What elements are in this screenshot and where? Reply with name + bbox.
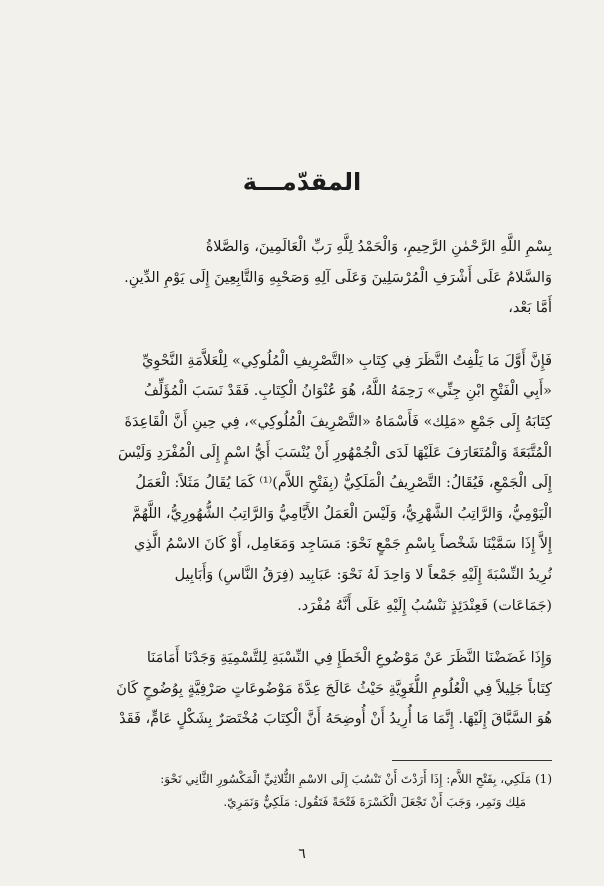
footnote-line: مَلِك وَنَمِر، وَجَبَ أَنْ تَجْعَلَ الْكَسْرَةَ فَتْحَةً فَتَقُول: مَلَكِيٌّ وَنَمَرِيّ.: [223, 795, 526, 809]
text-line: الْمُتَّبَعَةَ وَالْمُتَعَارَفَ عَلَيْهَا لَدَى الْجُمْهُورِ أَنْ يُنْسَبَ أَيُّ اسْمٍ إِلَى الْمُفْرَدِ وَلَيْسَ: [118, 444, 552, 461]
text-line: إِلَى الْجَمْعِ، فَيُقَالُ: التَّصْرِيفُ الْمَلَكِيُّ (بِفَتْحِ اللاَّم)⁽¹⁾ كَمَا يُقَالُ مَثَلاً: الْعَمَلُ: [135, 475, 552, 492]
text-line: كِتَاباً جَلِيلاً فِي الْعُلُومِ اللُّغَوِيَّةِ حَيْثُ عَالَجَ عِدَّةَ مَوْضُوعَاتٍ صَرْفِيَّةٍ بِوُضُوحٍ كَانَ: [116, 680, 552, 697]
text-line: هُوَ السَّبَّاقَ إِلَيْهَا. إِنَّمَا مَا أُرِيدُ أَنْ أُوضِحَهُ أَنَّ الْكِتَابَ مُخْتَصَرٌ بِشَكْلٍ عَامٍّ، فَقَدْ: [119, 711, 552, 728]
text-line: كِتَابَهُ إِلَى جَمْعِ «مَلِك» فَأَسْمَاهُ «التَّصْرِيفَ الْمُلُوكِي»، فِي حِينِ أَنَّ الْقَاعِدَةَ: [124, 413, 552, 430]
text-line: وَإِذَا غَضَضْنَا النَّظَرَ عَنْ مَوْضُوعِ الْخَطَإِ فِي النِّسْبَةِ لِلتَّسْمِيَةِ وَجَدْنَا أَمَامَنَا: [146, 650, 552, 667]
paragraph-2: [52, 346, 552, 621]
page-number: ٦: [298, 846, 306, 862]
text-line: فَإِنَّ أَوَّلَ مَا يَلْفِتُ النَّظَرَ فِي كِتَابِ «التَّصْرِيفِ الْمُلُوكِي» لِلْعَلاَّمَةِ النَّحْوِيِّ: [142, 352, 552, 369]
paragraph-1: [52, 232, 552, 324]
text-line: نُرِيدُ النِّسْبَةَ إِلَيْهِ جَمْعاً لا وَاحِدَ لَهُ نَحْوَ: عَبَابِيد (فِرَقُ النَّاسِ) وَأَبَابِيل: [174, 566, 552, 583]
text-line: بِسْمِ اللَّهِ الرَّحْمٰنِ الرَّحِيمِ، وَالْحَمْدُ لِلَّهِ رَبِّ الْعَالَمِينَ، وَالصَّلاةُ: [205, 239, 552, 255]
text-line: وَالسَّلامُ عَلَى أَشْرَفِ الْمُرْسَلِينَ وَعَلَى آلِهِ وَصَحْبِهِ وَالتَّابِعِينَ إِلَى يَوْمِ الدِّينِ.: [124, 269, 552, 286]
text-line: (جَمَاعَات) فَعِنْدَئِذٍ نَنْسُبُ إِلَيْهِ عَلَى أَنَّهُ مُفْرَد.: [297, 597, 552, 614]
text-line: أَمَّا بَعْد،: [508, 300, 552, 317]
footnote: [52, 768, 552, 814]
page-body: [52, 232, 552, 757]
text-line: «أَبِي الْفَتْحِ ابْنِ جِنِّي» رَحِمَهُ اللَّهُ، هُوَ عُنْوَانُ الْكِتَابِ. فَقَدْ نَسَبَ الْمُؤَلِّفُ: [143, 383, 552, 400]
chapter-title: المقدّمـــة: [242, 168, 362, 196]
footnote-line: (1) مَلَكِي، بِفَتْحِ اللاَّم: إِذَا أَرَدْتَ أَنْ تَنْسُبَ إِلَى الاسْمِ الثُّلاثِيِّ الْمَكْسُورِ الثَّانِي نَحْوَ:: [160, 772, 552, 786]
paragraph-3: [52, 643, 552, 735]
text-line: الْيَوْمِيُّ، وَالرَّاتِبُ الشَّهْرِيُّ، وَلَيْسَ الْعَمَلُ الأَيَّامِيُّ وَالرَّاتِبُ الشُّهُورِيُّ، اللَّهُمَّ: [132, 505, 552, 522]
text-line: إِلاَّ إِذَا سَمَّيْنَا شَخْصاً بِاسْمِ جَمْعٍ نَحْوَ: مَسَاجِد وَمَعَامِل، أَوْ كَانَ الاسْمُ الَّذِي: [133, 536, 552, 553]
footnote-separator: [392, 760, 552, 761]
